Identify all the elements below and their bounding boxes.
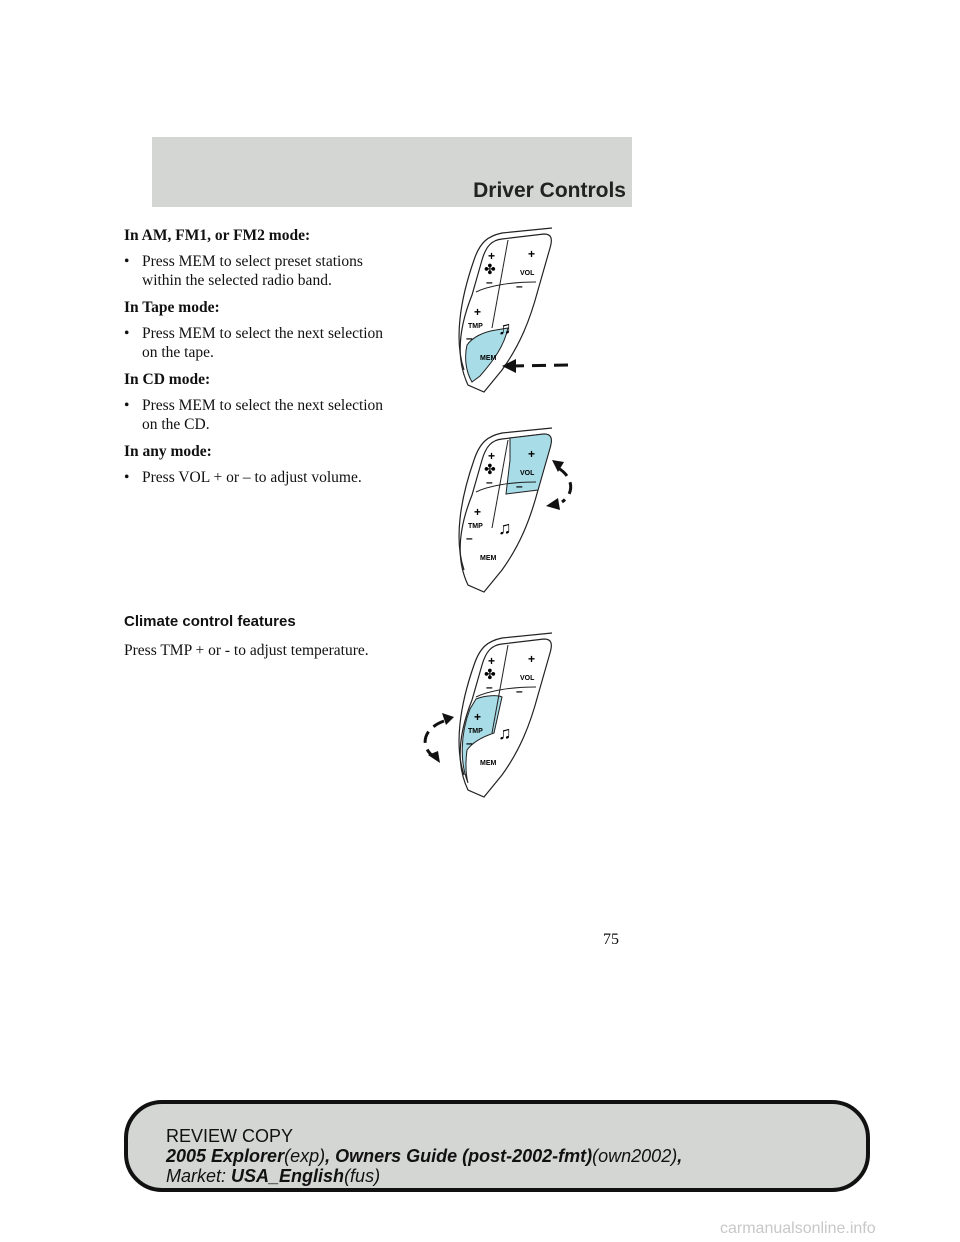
fan-plus-label: + (488, 654, 496, 668)
curved-arrow (425, 721, 444, 757)
section-any-mode (124, 442, 394, 487)
music-note-icon: ♫ (498, 318, 512, 338)
list-item (124, 324, 394, 362)
fan-icon: ✤ (484, 666, 496, 682)
list-item (124, 252, 394, 290)
steering-controls-figure-mem (410, 220, 590, 400)
bullet-icon: • (124, 253, 130, 270)
vol-label: VOL (520, 270, 535, 277)
curved-arrow (558, 468, 571, 502)
fan-minus-label: – (486, 680, 493, 694)
bullet-text: Press MEM to select the next selection on the CD. (142, 397, 384, 433)
tmp-label: TMP (468, 728, 483, 735)
mem-label: MEM (480, 355, 497, 362)
climate-heading: Climate control features (124, 613, 296, 630)
music-note-icon: ♫ (498, 518, 512, 538)
fan-plus-label: + (488, 249, 496, 263)
vol-plus-label: + (528, 652, 536, 666)
climate-text: Press TMP + or - to adjust temperature. (124, 642, 369, 659)
section-header-band (152, 137, 632, 207)
bullet-icon: • (124, 325, 130, 342)
tmp-minus-label: – (466, 531, 473, 545)
climate-section (124, 612, 394, 660)
section-am-fm (124, 226, 394, 290)
fan-icon: ✤ (484, 261, 496, 277)
review-copy-label: REVIEW COPY (166, 1126, 294, 1146)
section-heading: In CD mode: (124, 371, 211, 388)
bullet-icon: • (124, 469, 130, 486)
tmp-plus-label: + (474, 505, 482, 519)
arrowhead-icon (442, 713, 454, 725)
tmp-minus-label: – (466, 736, 473, 750)
fan-minus-label: – (486, 275, 493, 289)
mem-label: MEM (480, 760, 497, 767)
vol-button-highlight (506, 434, 551, 494)
section-title: Driver Controls (473, 179, 626, 202)
bullet-text: Press VOL + or – to adjust volume. (142, 469, 362, 486)
mem-label: MEM (480, 555, 497, 562)
section-heading: In Tape mode: (124, 299, 220, 316)
bullet-icon: • (124, 397, 130, 414)
fan-minus-label: – (486, 475, 493, 489)
vol-minus-label: – (516, 684, 523, 698)
watermark: carmanualsonline.info (720, 1220, 876, 1237)
page-number: 75 (603, 931, 619, 948)
tmp-plus-label: + (474, 305, 482, 319)
fan-icon: ✤ (484, 461, 496, 477)
list-item (124, 396, 394, 434)
bullet-text: Press MEM to select preset stations within the selected radio band. (142, 253, 363, 289)
bullet-text: Press MEM to select the next selection on the tape. (142, 325, 384, 361)
music-note-icon: ♫ (498, 723, 512, 743)
tmp-plus-label: + (474, 710, 482, 724)
section-tape (124, 298, 394, 362)
list-item (124, 468, 394, 487)
steering-controls-figure-tmp (410, 625, 590, 805)
vol-minus-label: – (516, 279, 523, 293)
instructions-column (124, 226, 394, 495)
pointer-arrow (512, 365, 568, 366)
market-line: Market: USA_English(fus) (166, 1166, 381, 1186)
vol-plus-label: + (528, 447, 536, 461)
arrowhead-icon (546, 498, 560, 510)
vol-plus-label: + (528, 247, 536, 261)
tmp-label: TMP (468, 323, 483, 330)
document-id-line: 2005 Explorer(exp), Owners Guide (post-2002-fmt)(own2002), (166, 1146, 683, 1166)
steering-controls-figure-vol (410, 420, 590, 600)
section-heading: In any mode: (124, 443, 212, 460)
section-heading: In AM, FM1, or FM2 mode: (124, 227, 311, 244)
review-copy-footer (124, 1100, 870, 1192)
vol-minus-label: – (516, 479, 523, 493)
vol-label: VOL (520, 470, 535, 477)
fan-plus-label: + (488, 449, 496, 463)
tmp-label: TMP (468, 523, 483, 530)
vol-label: VOL (520, 675, 535, 682)
section-cd (124, 370, 394, 434)
tmp-minus-label: – (466, 331, 473, 345)
